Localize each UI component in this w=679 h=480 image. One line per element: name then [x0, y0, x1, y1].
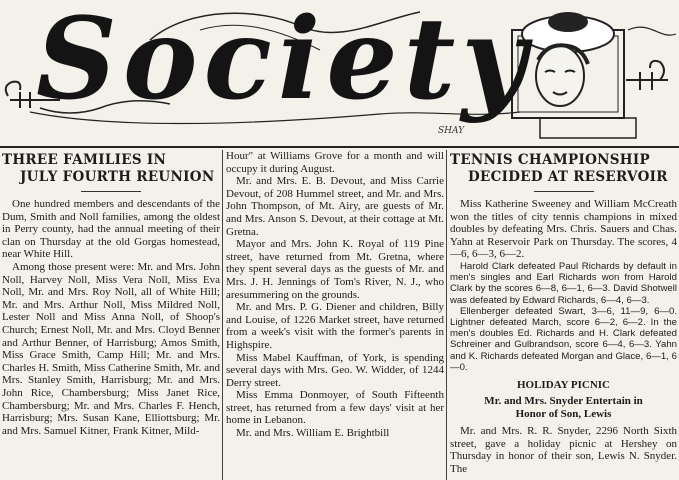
- artist-signature: SHAY: [438, 126, 465, 136]
- column-divider-2: [446, 150, 447, 480]
- paragraph: Hour" at Williams Grove for a month and will occupy it during August.: [226, 150, 444, 175]
- headline-divider: [81, 191, 141, 192]
- tennis-headline: [450, 152, 677, 186]
- article-reunion: [2, 150, 220, 480]
- picnic-deck-line2: Honor of Son, Lewis: [515, 408, 612, 420]
- reunion-headline-line2: JULY FOURTH REUNION: [20, 169, 215, 185]
- paragraph: Mr. and Mrs. P. G. Diener and children, Billy and Louise, of 1226 Market street, have returned from a week's visit with the former's parents in Highspire.: [226, 301, 444, 351]
- picnic-body: [450, 425, 677, 475]
- tennis-results: [450, 261, 677, 373]
- paragraph: Miss Katherine Sweeney and William McCreath won the titles of city tennis champions in mixed doubles by defeating Mrs. Chris. Sauers and Chas. Yahn at Reservoir Park on Thursday. The scores, 4—6, 6—3, 6—2.: [450, 198, 677, 261]
- reunion-headline-line1: THREE FAMILIES IN: [2, 152, 167, 168]
- paragraph: Miss Emma Donmoyer, of South Fifteenth street, has returned from a few days' visit at her home in Lebanon.: [226, 389, 444, 427]
- paragraph: Mr. and Mrs. E. B. Devout, and Miss Carrie Devout, of 208 Hummel street, and Mr. and Mrs. John Thompson, of Mt. Airy, are guests of Mr. and Mrs. Anson S. Devout, at their cottage at Mt. Gretna.: [226, 175, 444, 238]
- column-divider-1: [222, 150, 223, 480]
- paragraph: Ellenberger defeated Swart, 3—6, 11—9, 6—0. Lightner defeated March, score 6—2, 6—2. In the men's doubles Ed. Richards and H. Clark defeated Schreiner and Gulbrandson, score 6—4, 6—3. Yahn and K. Richards defeated Morgan and Glace, 6—1, 6—0.: [450, 305, 677, 373]
- headline-divider: [534, 191, 594, 192]
- paragraph: Mr. and Mrs. William E. Brightbill: [236, 427, 390, 440]
- masthead: [0, 0, 679, 148]
- paragraph: One hundred members and descendants of the Dum, Smith and Noll families, among the oldest in Perry county, had the annual meeting of their clan on Thursday at the old Gorgas homestead, near White Hill.: [2, 198, 220, 261]
- article-tennis: [450, 150, 677, 480]
- tennis-intro: [450, 198, 677, 261]
- tennis-headline-line2: DECIDED AT RESERVOIR: [468, 169, 668, 185]
- reunion-body: [2, 198, 220, 437]
- picnic-subhead: HOLIDAY PICNIC: [516, 379, 610, 391]
- picnic-deck-line1: Mr. and Mrs. Snyder Entertain in: [484, 395, 643, 407]
- article-social-notes: [226, 150, 444, 480]
- picnic-deck: [450, 395, 677, 421]
- social-notes-body: [226, 150, 444, 440]
- masthead-title: Society: [36, 0, 533, 125]
- tennis-headline-line1: TENNIS CHAMPIONSHIP: [450, 152, 650, 168]
- masthead-rule: [0, 146, 679, 148]
- reunion-headline: [2, 152, 220, 186]
- paragraph: Mr. and Mrs. R. R. Snyder, 2296 North Sixth street, gave a holiday picnic at Hershey on Thursday in honor of their son, Lewis N. Snyder. The: [450, 425, 677, 475]
- paragraph: Mayor and Mrs. John K. Royal of 119 Pine street, have returned from Mt. Gretna, where they spent several days as the guests of Mr. and Mrs. J. H. Jennings of Tom's River, N. J., who aresummering on the grounds.: [226, 238, 444, 301]
- paragraph: Among those present were: Mr. and Mrs. John Noll, Harvey Noll, Miss Vera Noll, Miss Eva Noll, Mr. and Mrs. Roy Noll, all of White Hill; Mr. and Mrs. Arthur Noll, Miss Mildred Noll, Lester Noll and Miss Anna Noll, of Shoop's Church; Ernest Noll, Mr. and Mrs. Cloyd Benner and Arthur Benner, of Harrisburg; Amos Smith, Miss Grace Smith, Camp Hill; Mr. and Mrs. Charles H. Smith, Miss Catherine Smith, Mr. and Mrs. Stanley Smith, Harrisburg; Mr. and Mrs. John Rice, Chambersburg; Miss Janet Rice, Chambersburg; Mr. and Mrs. Charles F. Hench, Harrisburg; Mrs. Susan Kane, Elliottsburg; Mr. and Mrs. Samuel Kitner, Frank Kitner, Mild-: [2, 260, 220, 437]
- paragraph: Harold Clark defeated Paul Richards by default in men's singles and Earl Richards won from Harold Clark by the scores 6—8, 6—1, 6—3. David Shotwell was defeated by Edward Richards, 6—4, 6—3.: [450, 260, 677, 306]
- paragraph: Miss Mabel Kauffman, of York, is spending several days with Mrs. Geo. W. Widder, of 1244 Derry street.: [226, 351, 444, 389]
